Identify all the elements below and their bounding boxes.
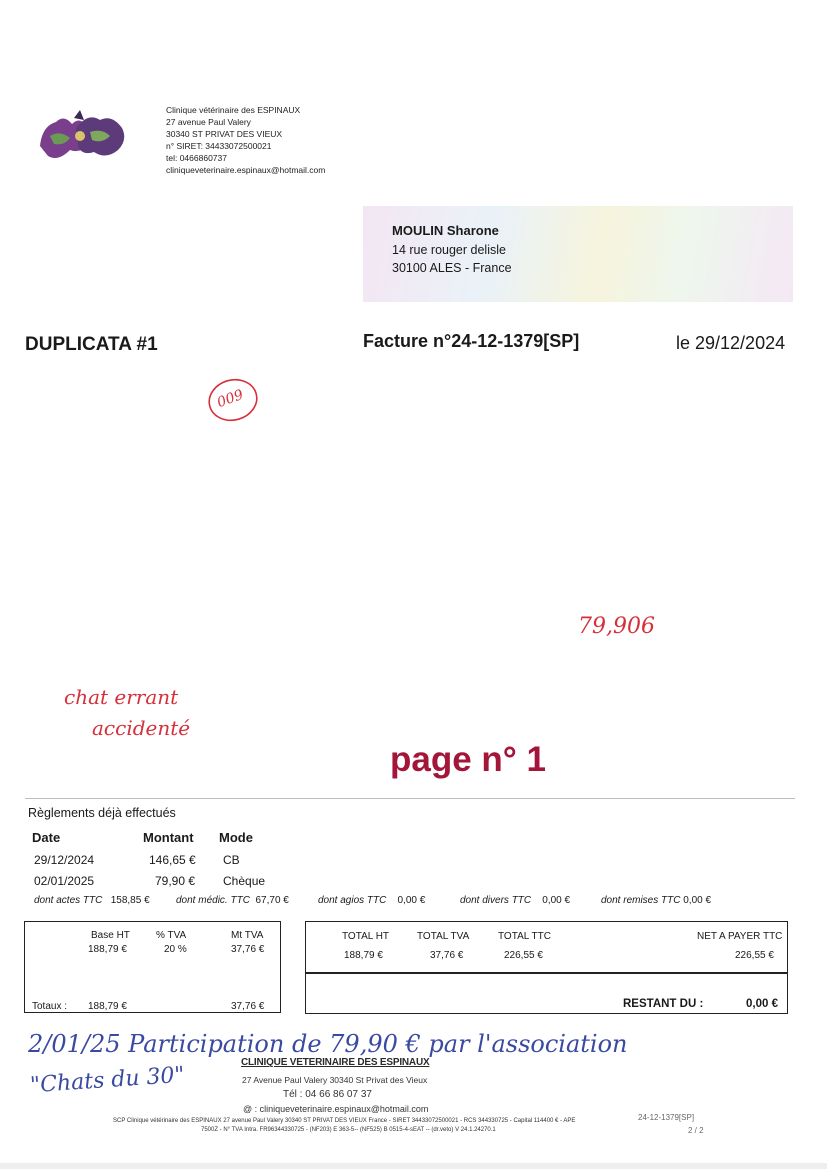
restant-du-label: RESTANT DU : xyxy=(623,998,704,1010)
clinic-info xyxy=(166,104,325,176)
dont-medic-label: dont médic. TTC xyxy=(176,895,250,906)
clinic-logo xyxy=(30,106,130,168)
tva-base-value: 188,79 € xyxy=(88,944,127,955)
reglements-title: Règlements déjà effectués xyxy=(28,806,176,820)
footer-ref: 24-12-1379[SP] xyxy=(638,1113,695,1122)
net-a-payer-value: 226,55 € xyxy=(735,950,774,961)
client-city: 30100 ALES - France xyxy=(392,261,512,275)
dont-divers xyxy=(460,895,570,906)
restant-du-value: 0,00 € xyxy=(746,998,778,1010)
total-tva-value: 37,76 € xyxy=(430,950,464,961)
dont-remises xyxy=(601,895,711,906)
footer-legal-line1: SCP Clinique vétérinaire des ESPINAUX 27 avenue Paul Valery 30340 ST PRIVAT DES VIEUX France - SIRET 34433072500021 - RCS 344330725 - Capital 114400 € - APE xyxy=(113,1118,576,1124)
handwritten-participation-line1: 2/01/25 Participation de 79,90 € par l'association xyxy=(28,1030,628,1058)
reglement-row-date: 02/01/2025 xyxy=(34,874,95,888)
clinic-street: 27 avenue Paul Valery xyxy=(166,117,251,127)
reglement-row-amount: 146,65 € xyxy=(149,853,196,867)
tva-box xyxy=(24,921,281,1013)
handwritten-amount: 79,906 xyxy=(578,614,655,639)
dont-agios-value: 0,00 € xyxy=(397,895,426,906)
footer-pages: 2 / 2 xyxy=(688,1126,704,1135)
dont-divers-label: dont divers TTC xyxy=(460,895,532,906)
clinic-phone: tel: 0466860737 xyxy=(166,153,227,163)
duplicata-label: DUPLICATA #1 xyxy=(25,334,158,355)
clinic-city: 30340 ST PRIVAT DES VIEUX xyxy=(166,129,283,139)
tva-header-mt: Mt TVA xyxy=(231,930,264,941)
clinic-name: Clinique vétérinaire des ESPINAUX xyxy=(166,105,301,115)
dont-remises-label: dont remises TTC xyxy=(601,895,681,906)
section-divider xyxy=(25,798,795,799)
clinic-siret: n° SIRET: 34433072500021 xyxy=(166,141,272,151)
dont-medic-value: 67,70 € xyxy=(255,895,289,906)
tva-pct-value: 20 % xyxy=(164,944,187,955)
dont-medic xyxy=(176,895,289,906)
client-address-box xyxy=(363,206,793,302)
client-name: MOULIN Sharone xyxy=(392,223,499,238)
stamp-phone: Tél : 04 66 86 07 37 xyxy=(283,1089,372,1100)
total-ttc-header: TOTAL TTC xyxy=(498,931,551,942)
page-number: page n° 1 xyxy=(390,740,546,779)
reglement-row-date: 29/12/2024 xyxy=(34,853,95,867)
dont-agios-label: dont agios TTC xyxy=(318,895,387,906)
client-street: 14 rue rouger delisle xyxy=(392,243,506,257)
reglements-header-montant: Montant xyxy=(143,830,194,845)
totals-divider xyxy=(306,972,787,974)
totals-box xyxy=(305,921,788,1014)
reglement-row-amount: 79,90 € xyxy=(155,874,196,888)
stamp-address: 27 Avenue Paul Valery 30340 St Privat des Vieux xyxy=(242,1075,428,1085)
total-tva-header: TOTAL TVA xyxy=(417,931,470,942)
scan-edge xyxy=(0,1163,827,1169)
total-ht-value: 188,79 € xyxy=(344,950,383,961)
tva-totaux-label: Totaux : xyxy=(32,1001,68,1012)
tva-totaux-mt: 37,76 € xyxy=(231,1001,265,1012)
stamp-email: @ : cliniqueveterinaire.espinaux@hotmail.com xyxy=(243,1104,429,1114)
tva-mt-value: 37,76 € xyxy=(231,944,265,955)
dont-remises-value: 0,00 € xyxy=(683,895,712,906)
reglement-row-mode: Chèque xyxy=(223,874,266,888)
dont-actes-label: dont actes TTC xyxy=(34,895,103,906)
stamp-name: CLINIQUE VETERINAIRE DES ESPINAUX xyxy=(241,1057,430,1068)
invoice-date: le 29/12/2024 xyxy=(676,333,786,353)
net-a-payer-header: NET A PAYER TTC xyxy=(697,931,783,942)
total-ht-header: TOTAL HT xyxy=(342,931,390,942)
total-ttc-value: 226,55 € xyxy=(504,950,543,961)
tva-header-pct: % TVA xyxy=(156,930,187,941)
handwritten-note-line1: chat errant xyxy=(64,685,179,709)
dont-actes xyxy=(34,895,150,906)
dont-divers-value: 0,00 € xyxy=(542,895,571,906)
handwritten-note-line2: accidenté xyxy=(92,716,191,740)
dont-actes-value: 158,85 € xyxy=(110,895,150,906)
dont-agios xyxy=(318,895,425,906)
footer-legal-line2: 7500Z - N° TVA Intra. FR96344330725 - (NF203) E 363-5-- (NF525) B 0515-4-sEAT -- (dr.veto) V 24.1.24270.1 xyxy=(201,1127,496,1133)
reglements-header-date: Date xyxy=(32,830,61,845)
tva-header-base: Base HT xyxy=(91,930,130,941)
tva-totaux-base: 188,79 € xyxy=(88,1001,127,1012)
invoice-number: Facture n°24-12-1379[SP] xyxy=(363,331,580,351)
reglements-header-mode: Mode xyxy=(219,830,253,845)
circled-number: 009 xyxy=(215,386,246,412)
reglement-row-mode: CB xyxy=(223,853,240,867)
clinic-email: cliniqueveterinaire.espinaux@hotmail.com xyxy=(166,165,326,175)
handwritten-participation-line2: "Chats du 30" xyxy=(29,1062,186,1099)
